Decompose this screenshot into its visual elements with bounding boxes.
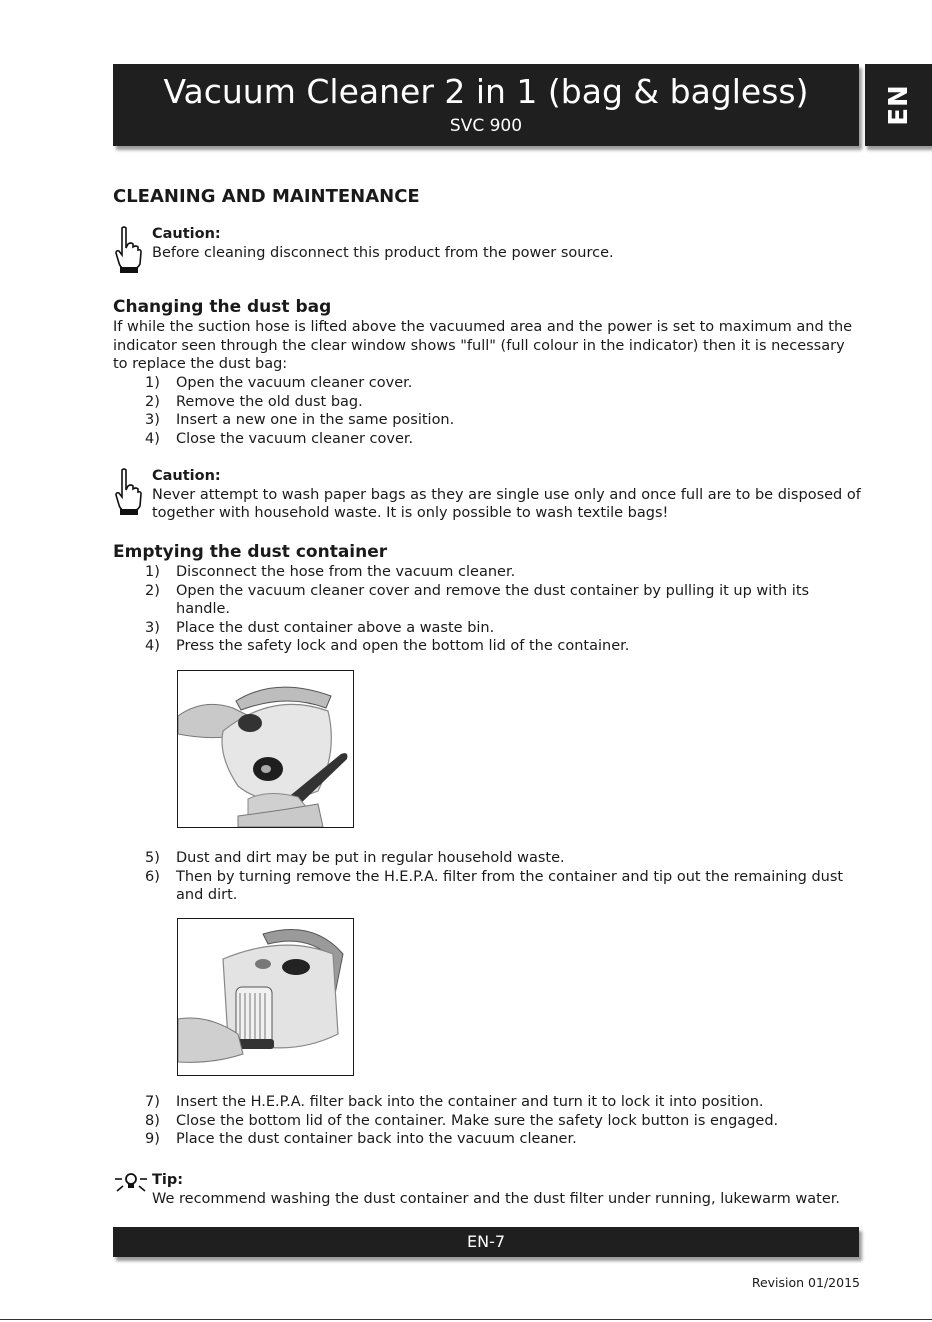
caution-content: [152, 467, 862, 523]
heading-dust-bag: Changing the dust bag: [113, 297, 332, 317]
caution-label: Caution:: [152, 468, 221, 484]
tip-label: Tip:: [152, 1172, 184, 1188]
list-item: 9) Place the dust container back into the vacuum cleaner.: [145, 1131, 577, 1148]
list-item: 6) Then by turning remove the H.E.P.A. filter from the container and tip out the remaining dust and dirt.: [145, 868, 844, 904]
pointing-hand-icon: [113, 225, 143, 275]
list-item: 4) Press the safety lock and open the bottom lid of the container.: [145, 638, 630, 655]
page-number: EN-7: [466, 1232, 506, 1251]
photo-opening-bottom-lid: [177, 670, 354, 828]
list-item: 3) Place the dust container above a waste bin.: [145, 619, 495, 636]
page-header: [113, 64, 859, 146]
photo-removing-hepa-filter: [177, 918, 354, 1076]
heading-dust-container: Emptying the dust container: [113, 542, 388, 562]
list-item: 3) Insert a new one in the same position.: [145, 412, 455, 429]
container-steps-1-4: [113, 563, 858, 656]
tip-content: [152, 1171, 872, 1208]
light-bulb-icon: [113, 1171, 149, 1193]
container-steps-5-6: [113, 849, 858, 905]
page-bottom-rule: [0, 1319, 932, 1320]
model-number: SVC 900: [449, 116, 523, 136]
page-footer: [113, 1227, 859, 1257]
caution-label: Caution:: [152, 226, 221, 242]
list-item: 5) Dust and dirt may be put in regular household waste.: [145, 850, 565, 866]
list-item: 2) Open the vacuum cleaner cover and remove the dust container by pulling it up with its handle.: [145, 582, 810, 618]
revision-label: Revision 01/2015: [751, 1275, 860, 1290]
caution-text: Before cleaning disconnect this product from the power source.: [152, 244, 614, 261]
list-item: 4) Close the vacuum cleaner cover.: [145, 430, 414, 447]
list-item: 1) Open the vacuum cleaner cover.: [145, 375, 413, 391]
dust-bag-steps: [113, 374, 858, 448]
dust-bag-intro: If while the suction hose is lifted above the vacuumed area and the power is set to maximum and the indicator seen through the clear window shows "full" (full colour in the indicator) then it is necessary to replace the dust bag:: [113, 319, 853, 373]
container-steps-7-9: [113, 1093, 858, 1149]
section-title: CLEANING AND MAINTENANCE: [113, 186, 420, 207]
list-item: 2) Remove the old dust bag.: [145, 393, 363, 410]
document-title: Vacuum Cleaner 2 in 1 (bag & bagless): [163, 72, 809, 111]
list-item: 1) Disconnect the hose from the vacuum cleaner.: [145, 564, 516, 580]
caution-text: Never attempt to wash paper bags as they are single use only and once full are to be disposed of together with household waste. It is only possible to wash textile bags!: [152, 486, 861, 522]
pointing-hand-icon: [113, 467, 143, 517]
language-tab: [865, 64, 932, 146]
caution-content: [152, 225, 862, 262]
list-item: 7) Insert the H.E.P.A. filter back into the container and turn it to lock it into position.: [145, 1094, 764, 1110]
tip-text: We recommend washing the dust container and the dust filter under running, lukewarm water.: [152, 1190, 840, 1207]
language-code: EN: [883, 84, 914, 126]
list-item: 8) Close the bottom lid of the container. Make sure the safety lock button is engaged.: [145, 1112, 779, 1129]
